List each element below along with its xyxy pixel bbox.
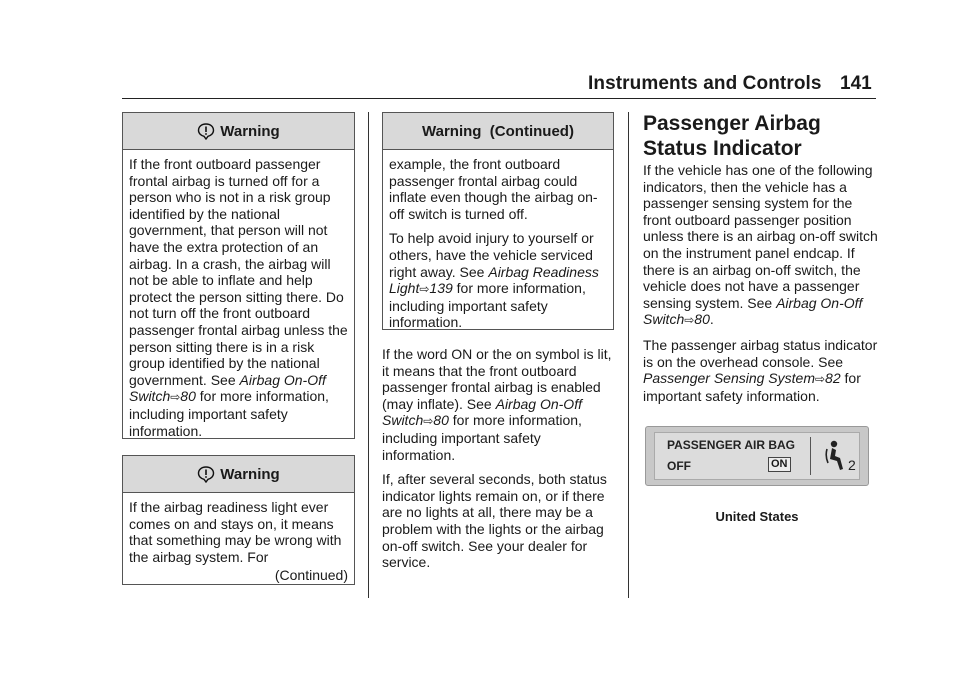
warning-text: If the airbag readiness light ever comes on and stays on, it means that something may be wrong with the airbag system. For bbox=[129, 499, 342, 565]
indicator-divider bbox=[810, 437, 811, 475]
running-header: Instruments and Controls bbox=[588, 73, 822, 94]
body-text-end: for important safety information. bbox=[643, 370, 861, 404]
body-text-end: for more information, including important safety information. bbox=[382, 412, 582, 463]
xref-page-number[interactable]: 139 bbox=[429, 280, 453, 297]
indicator-label-on: ON bbox=[768, 457, 791, 472]
body-text: If the word ON or the on symbol is lit, it means that the front outboard passenger frontal airbag is enabled (may inflate). See bbox=[382, 346, 612, 412]
warning-body bbox=[123, 493, 354, 584]
page-arrow-icon: ⇨ bbox=[814, 372, 826, 387]
warning-box-airbag-off bbox=[122, 112, 355, 439]
page-arrow-icon: ⇨ bbox=[684, 313, 695, 328]
page-arrow-icon: ⇨ bbox=[170, 390, 181, 405]
warning-body bbox=[383, 150, 613, 331]
warning-text-end: for more information, including important safety information. bbox=[389, 280, 586, 331]
warning-header bbox=[123, 456, 354, 493]
warning-icon bbox=[197, 465, 215, 483]
indicator-face bbox=[654, 432, 860, 480]
seated-passenger-airbag-icon bbox=[825, 439, 847, 473]
body-text: If, after several seconds, both status indicator lights remain on, or if there are no lights at all, there may be a problem with the lights or the airbag on-off switch. See your dealer for service. bbox=[382, 471, 607, 571]
section-title: Passenger Airbag Status Indicator bbox=[643, 112, 821, 160]
warning-header bbox=[383, 113, 613, 150]
page-arrow-icon: ⇨ bbox=[419, 282, 430, 297]
xref-page-number[interactable]: 80 bbox=[433, 412, 449, 429]
warning-header bbox=[123, 113, 354, 150]
indicator-label-top: PASSENGER AIR BAG bbox=[667, 438, 796, 452]
middle-body-text bbox=[382, 346, 614, 579]
warning-text: If the front outboard passenger frontal airbag is turned off for a person who is not in a risk group identified by the national government, that person will not have the extra protection of an airbag. In a crash, the airbag will not be able to inflate and help protect the person sitting there. Do not turn off the front outboard passenger frontal airbag unless the person sitting there is in a risk group identified by the national government. See bbox=[129, 156, 348, 388]
warning-box-continued bbox=[382, 112, 614, 330]
xref-page-number[interactable]: 82 bbox=[825, 370, 841, 387]
header-rule bbox=[122, 98, 876, 99]
airbag-status-indicator-illustration bbox=[645, 426, 869, 486]
warning-body bbox=[123, 150, 354, 439]
warning-text: To help avoid injury to yourself or others, have the vehicle serviced right away. See bbox=[389, 230, 594, 280]
warning-text: example, the front outboard passenger frontal airbag could inflate even though the airbag on-off switch is turned off. bbox=[389, 156, 598, 222]
figure-caption: United States bbox=[715, 509, 799, 524]
warning-text-end: for more information, including important safety information. bbox=[129, 388, 329, 439]
body-text: If the vehicle has one of the following indicators, then the vehicle has a passenger sensing system for the front outboard passenger position unless there is an airbag on-off switch on the instrument panel endcap. If there is an airbag on-off switch, the vehicle does not have a passenger sensing system. See bbox=[643, 162, 878, 311]
page-number: 141 bbox=[840, 73, 872, 94]
xref-airbag-on-off-switch[interactable]: Airbag On-Off Switch bbox=[129, 371, 326, 405]
xref-page-number[interactable]: 80 bbox=[694, 311, 710, 328]
indicator-symbol-number: 2 bbox=[848, 457, 856, 473]
xref-airbag-on-off-switch[interactable]: Airbag On-Off Switch bbox=[382, 395, 582, 429]
warning-title: Warning (Continued) bbox=[422, 122, 574, 140]
column-divider-left bbox=[368, 112, 369, 598]
indicator-label-off: OFF bbox=[667, 459, 691, 473]
body-text-end: . bbox=[709, 311, 714, 328]
right-body-text bbox=[643, 162, 879, 412]
xref-page-number[interactable]: 80 bbox=[180, 388, 196, 405]
continued-label: (Continued) bbox=[274, 567, 348, 584]
page-arrow-icon: ⇨ bbox=[423, 414, 434, 429]
warning-title: Warning bbox=[220, 465, 280, 483]
warning-box-readiness-light bbox=[122, 455, 355, 585]
xref-airbag-on-off-switch[interactable]: Airbag On-Off Switch bbox=[643, 294, 863, 328]
warning-title: Warning bbox=[220, 122, 280, 140]
column-divider-right bbox=[628, 112, 629, 598]
xref-airbag-readiness-light[interactable]: Airbag Readiness Light bbox=[389, 263, 599, 297]
xref-passenger-sensing-system[interactable]: Passenger Sensing System bbox=[643, 370, 815, 387]
warning-icon bbox=[197, 122, 215, 140]
body-text: The passenger airbag status indicator is on the overhead console. See bbox=[643, 336, 878, 370]
